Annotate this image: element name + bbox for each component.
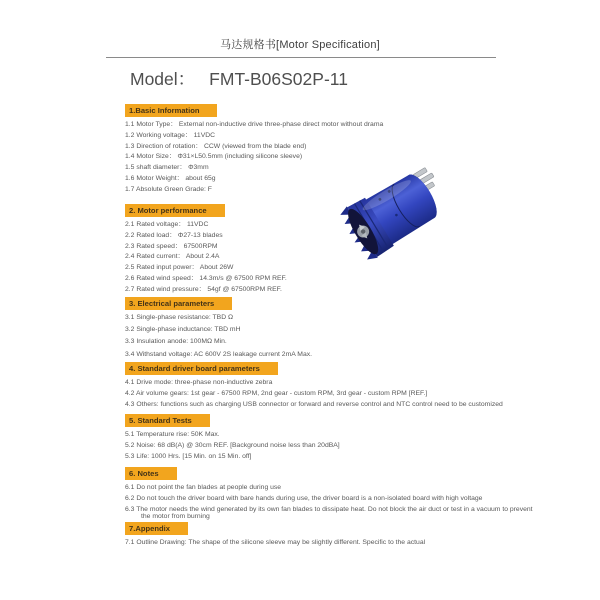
spec-line: 6.2 Do not touch the driver board with bare hands during use, the driver board is a non-isolated board with high voltage (125, 494, 483, 502)
motor-photo (333, 156, 455, 270)
spec-line: 3.3 Insulation anode: 100MΩ Min. (125, 338, 227, 346)
section-header: 7.Appendix (125, 522, 188, 535)
spec-line: 5.2 Noise: 68 dB(A) @ 30cm REF. [Background noise less than 20dBA] (125, 441, 340, 449)
spec-line: 3.1 Single-phase resistance: TBD Ω (125, 314, 234, 321)
spec-line: 1.1 Motor Type： External non-inductive drive three-phase direct motor without drama (125, 121, 384, 128)
document-title: 马达规格书[Motor Specification] (220, 39, 380, 51)
section-driver-board-parameters (125, 358, 535, 411)
spec-line: 3.2 Single-phase inductance: TBD mH (125, 326, 241, 334)
section-basic-information (125, 100, 535, 196)
spec-line: 4.1 Drive mode: three-phase non-inductive zebra (125, 379, 273, 386)
section-header: 5. Standard Tests (125, 414, 210, 427)
section-header: 2. Motor performance (125, 204, 225, 217)
spec-line: 2.7 Rated wind pressure： 54gf @ 67500RPM REF. (125, 285, 282, 293)
section-header: 3. Electrical parameters (125, 297, 232, 310)
section-motor-performance (125, 200, 535, 296)
spec-line: 3.4 Withstand voltage: AC 600V 2S leakage current 2mA Max. (125, 350, 313, 358)
section-standard-tests (125, 410, 535, 463)
spec-line: 2.4 Rated current： About 2.4A (125, 253, 220, 261)
spec-line: 4.3 Others: functions such as charging USB connector or forward and reverse control and NTC control need to be customized (125, 400, 503, 408)
section-header: 4. Standard driver board parameters (125, 362, 278, 375)
spec-line: 2.3 Rated speed： 67500RPM (125, 242, 218, 250)
spec-line: 2.5 Rated input power： About 26W (125, 264, 234, 272)
spec-line: 7.1 Outline Drawing: The shape of the silicone sleeve may be slightly different. Specific to the actual (125, 539, 426, 546)
model-label: Model： (130, 69, 196, 89)
section-header: 6. Notes (125, 467, 177, 480)
spec-line: 4.2 Air volume gears: 1st gear - 67500 RPM, 2nd gear - custom RPM, 3rd gear - custom RPM [REF.] (125, 389, 428, 397)
spec-line: 2.2 Rated load： Φ27-13 blades (125, 231, 223, 239)
model-value: FMT-B06S02P-11 (209, 69, 348, 89)
spec-line: 1.7 Absolute Green Grade: F (125, 185, 212, 193)
section-appendix (125, 518, 535, 550)
spec-line: 5.1 Temperature rise: 50K Max. (125, 431, 220, 438)
section-header: 1.Basic Information (125, 104, 217, 117)
spec-line: 2.6 Rated wind speed： 14.3m/s @ 67500 RPM REF. (125, 274, 287, 282)
title-divider (106, 57, 496, 58)
spec-line: 1.6 Motor Weight： about 65g (125, 174, 216, 182)
section-notes (125, 463, 535, 524)
spec-line: 1.5 shaft diameter： Φ3mm (125, 164, 209, 172)
spec-line: 6.3 The motor needs the wind generated by its own fan blades to dissipate heat. Do not block the air duct or test in a vacuum to prevent the motor from burning (125, 505, 533, 521)
spec-line: 5.3 Life: 1000 Hrs. [15 Min. on 15 Min. off] (125, 452, 252, 460)
section-electrical-parameters (125, 293, 535, 363)
spec-line: 1.3 Direction of rotation： CCW (viewed from the blade end) (125, 142, 307, 150)
spec-line: 1.4 Motor Size： Φ31×L50.5mm (including silicone sleeve) (125, 153, 303, 161)
spec-line: 2.1 Rated voltage： 11VDC (125, 221, 209, 228)
spec-line: 1.2 Working voltage： 11VDC (125, 131, 216, 139)
spec-line: 6.1 Do not point the fan blades at people during use (125, 484, 282, 491)
model-line (130, 66, 348, 91)
